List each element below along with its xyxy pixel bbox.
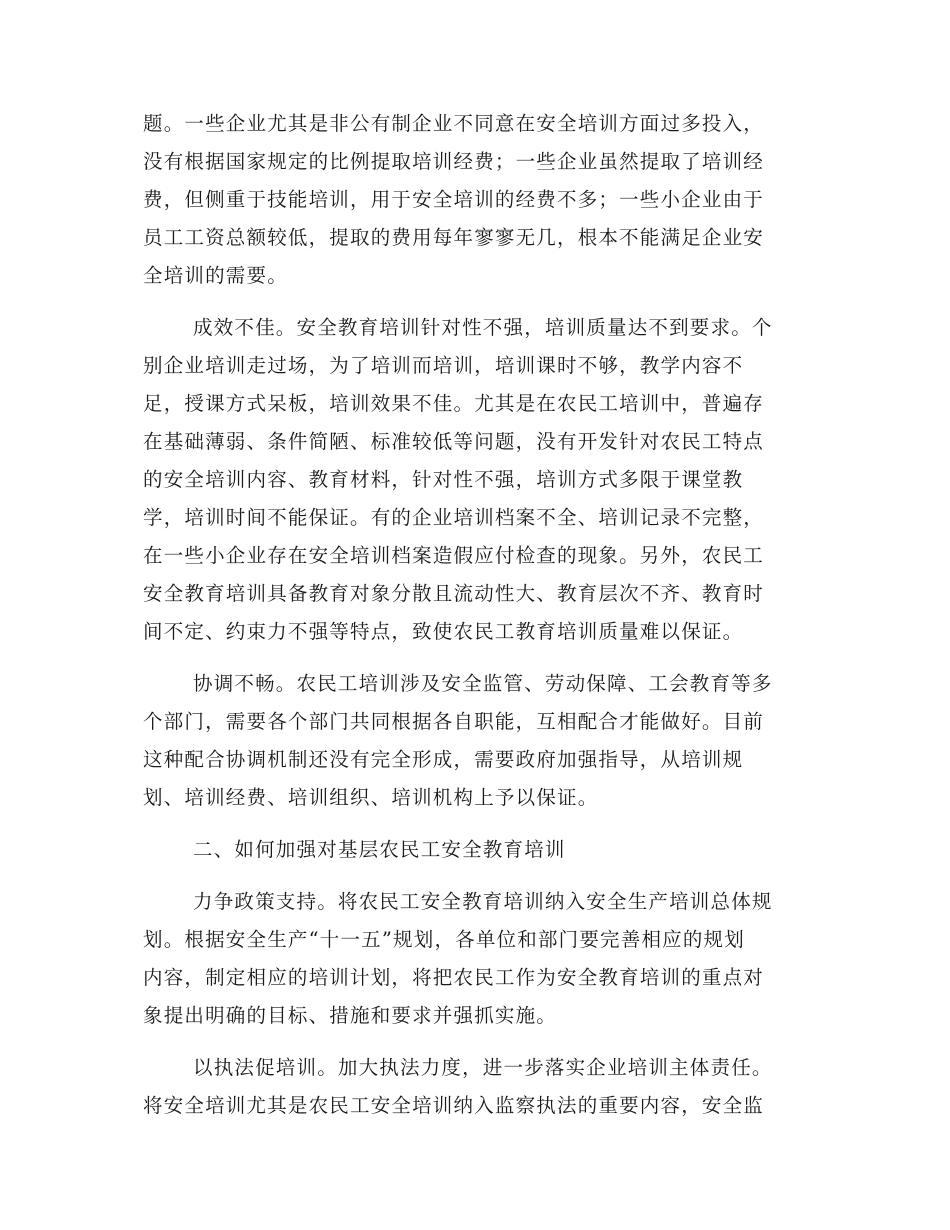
text-line: 在基础薄弱、条件简陋、标准较低等问题，没有开发针对农民工特点 xyxy=(143,430,765,453)
paragraph-2 xyxy=(143,309,808,651)
section-heading xyxy=(143,831,808,869)
text-line: 费，但侧重于技能培训，用于安全培训的经费不多；一些小企业由于 xyxy=(143,188,765,211)
text-line: 力争政策支持。将农民工安全教育培训纳入安全生产培训总体规 xyxy=(193,890,773,913)
paragraph-gap xyxy=(143,869,808,883)
paragraph-6 xyxy=(143,1049,808,1125)
text-line: 二、如何加强对基层农民工安全教育培训 xyxy=(193,838,566,861)
text-line: 将安全培训尤其是农民工安全培训纳入监察执法的重要内容，安全监 xyxy=(143,1094,765,1117)
paragraph-5 xyxy=(143,883,808,1035)
paragraph-1 xyxy=(143,105,808,295)
text-line: 象提出明确的目标、措施和要求并强抓实施。 xyxy=(143,1004,558,1027)
paragraph-gap xyxy=(143,295,808,309)
paragraph-gap xyxy=(143,1035,808,1049)
text-line: 划、培训经费、培训组织、培训机构上予以保证。 xyxy=(143,786,599,809)
text-line: 题。一些企业尤其是非公有制企业不同意在安全培训方面过多投入， xyxy=(143,112,765,135)
paragraph-3 xyxy=(143,665,808,817)
text-line: 的安全培训内容、教育材料，针对性不强，培训方式多限于课堂教 xyxy=(143,468,744,491)
text-line: 别企业培训走过场，为了培训而培训，培训课时不够，教学内容不 xyxy=(143,354,744,377)
text-line: 学，培训时间不能保证。有的企业培训档案不全、培训记录不完整， xyxy=(143,506,765,529)
paragraph-gap xyxy=(143,817,808,831)
text-line: 个部门，需要各个部门共同根据各自职能，互相配合才能做好。目前 xyxy=(143,710,765,733)
text-line: 协调不畅。农民工培训涉及安全监管、劳动保障、工会教育等多 xyxy=(193,672,773,695)
document-body xyxy=(143,105,808,1125)
text-line: 员工工资总额较低，提取的费用每年寥寥无几，根本不能满足企业安 xyxy=(143,226,765,249)
text-line: 全培训的需要。 xyxy=(143,264,288,287)
text-line: 足，授课方式呆板，培训效果不佳。尤其是在农民工培训中，普遍存 xyxy=(143,392,765,415)
text-line: 以执法促培训。加大执法力度，进一步落实企业培训主体责任。 xyxy=(193,1056,773,1079)
paragraph-gap xyxy=(143,651,808,665)
text-line: 间不定、约束力不强等特点，致使农民工教育培训质量难以保证。 xyxy=(143,620,744,643)
text-line: 没有根据国家规定的比例提取培训经费；一些企业虽然提取了培训经 xyxy=(143,150,765,173)
text-line: 划。根据安全生产“十一五”规划，各单位和部门要完善相应的规划 xyxy=(143,928,745,951)
text-line: 内容，制定相应的培训计划，将把农民工作为安全教育培训的重点对 xyxy=(143,966,765,989)
text-line: 这种配合协调机制还没有完全形成，需要政府加强指导，从培训规 xyxy=(143,748,744,771)
text-line: 成效不佳。安全教育培训针对性不强，培训质量达不到要求。个 xyxy=(193,316,773,339)
text-line: 安全教育培训具备教育对象分散且流动性大、教育层次不齐、教育时 xyxy=(143,582,765,605)
text-line: 在一些小企业存在安全培训档案造假应付检查的现象。另外，农民工 xyxy=(143,544,765,567)
